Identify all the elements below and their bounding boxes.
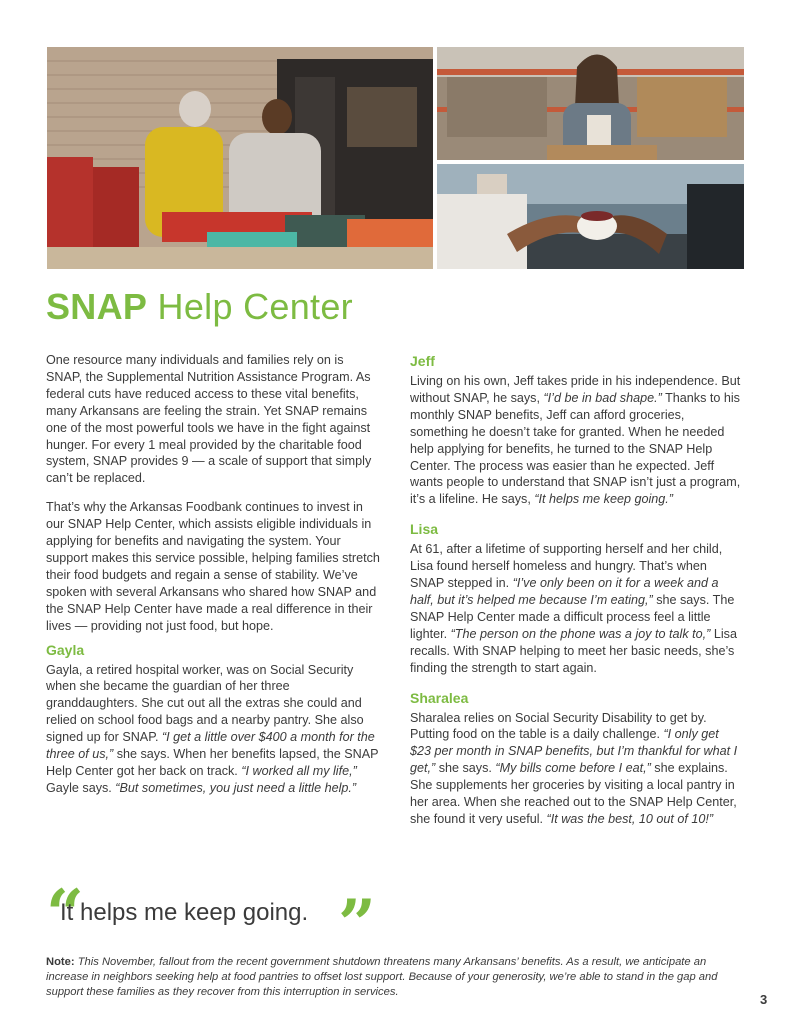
title-bold: SNAP	[46, 286, 148, 327]
pull-quote-text: It helps me keep going.	[60, 899, 309, 926]
story-lisa: At 61, after a lifetime of supporting herself and her child, Lisa found herself homeless and hungry. That’s when SNAP stepped in. “I’ve only been on it for a week and a half, but it’s helped me because I’m eating,” she says. The SNAP Help Center made a difficult process feel a little lighter. “The person on the phone was a joy to talk to,” Lisa recalls. With SNAP helping to meet her basic needs, she’s finding the strength to start again.	[410, 542, 737, 675]
open-quote-mark: “	[46, 875, 84, 953]
page-number: 3	[760, 992, 768, 1007]
story-sharalea: Sharalea relies on Social Security Disability to get by. Putting food on the table is a daily challenge. “I only get $23 per month in SNAP benefits, but I’m thankful for what I get,” she says. “My bills come before I eat,” she explains. She supplements her groceries by visiting a local pantry in her area. When she reached out to the SNAP Help Center, she found it very useful. “It was the best, 10 out of 10!”	[410, 710, 738, 826]
footer-note	[46, 955, 746, 1000]
story-heading-lisa: Lisa	[410, 521, 439, 538]
page-title	[46, 286, 353, 328]
intro-paragraph-1: One resource many individuals and families rely on is SNAP, the Supplemental Nutrition Assistance Program. As federal cuts have reduced access to these vital benefits, many Arkansans are feeling the strain. Yet SNAP remains one of the most powerful tools we have in the fight against hunger. For every 1 meal provided by the charitable food system, SNAP provides 9 — a scale of support that simply can’t be replaced.	[46, 353, 372, 486]
title-rest: Help Center	[147, 286, 353, 327]
note-text: This November, fallout from the recent government shutdown threatens many Arkansans’ benefits. As a result, we anticipate an increase in neighbors seeking help at food pantries to offset lost support. Because of your generosity, we’re able to stand in the gap and support these families as they recover from this interruption in services.	[46, 956, 718, 998]
volunteers-sorting-food-photo	[47, 47, 433, 269]
story-heading-sharalea: Sharalea	[410, 689, 469, 706]
intro-paragraph-2: That’s why the Arkansas Foodbank continues to invest in our SNAP Help Center, which assists eligible individuals in applying for benefits and navigating the system. Your support makes this service possible, helping families stretch their food budgets and regain a sense of stability. We’ve spoken with several Arkansans who shared how SNAP and the SNAP Help Center have made a real difference in their lives — providing not just food, but hope.	[46, 500, 380, 633]
warehouse-worker-photo	[437, 47, 744, 160]
story-gayla: Gayla, a retired hospital worker, was on Social Security when she became the guardian of her three granddaughters. She cut out all the extras she could and relied on school food bags and a nearby pantry. She also signed up for SNAP. “I get a little over $400 a month for the three of us,” she says. When her benefits lapsed, the SNAP Help Center got her back on track. “I worked all my life,” Gayle says. “But sometimes, you just need a little help.”	[46, 662, 379, 795]
left-column	[46, 352, 382, 809]
story-heading-jeff: Jeff	[410, 353, 435, 369]
serving-bowl-photo	[437, 164, 744, 269]
note-label: Note:	[46, 956, 75, 968]
story-jeff: Living on his own, Jeff takes pride in his independence. But without SNAP, he says, “I’d be in bad shape.” Thanks to his monthly SNAP benefits, Jeff can afford groceries, something he doesn’t take for granted. When he needed help applying for benefits, he turned to the SNAP Help Center. The process was easier than he expected. Jeff wants people to understand that SNAP isn’t just a program, it’s a lifeline. He says, “It helps me keep going.”	[410, 374, 741, 507]
right-column	[410, 352, 742, 840]
close-quote-mark: ”	[338, 885, 376, 963]
story-heading-gayla: Gayla	[46, 641, 85, 658]
